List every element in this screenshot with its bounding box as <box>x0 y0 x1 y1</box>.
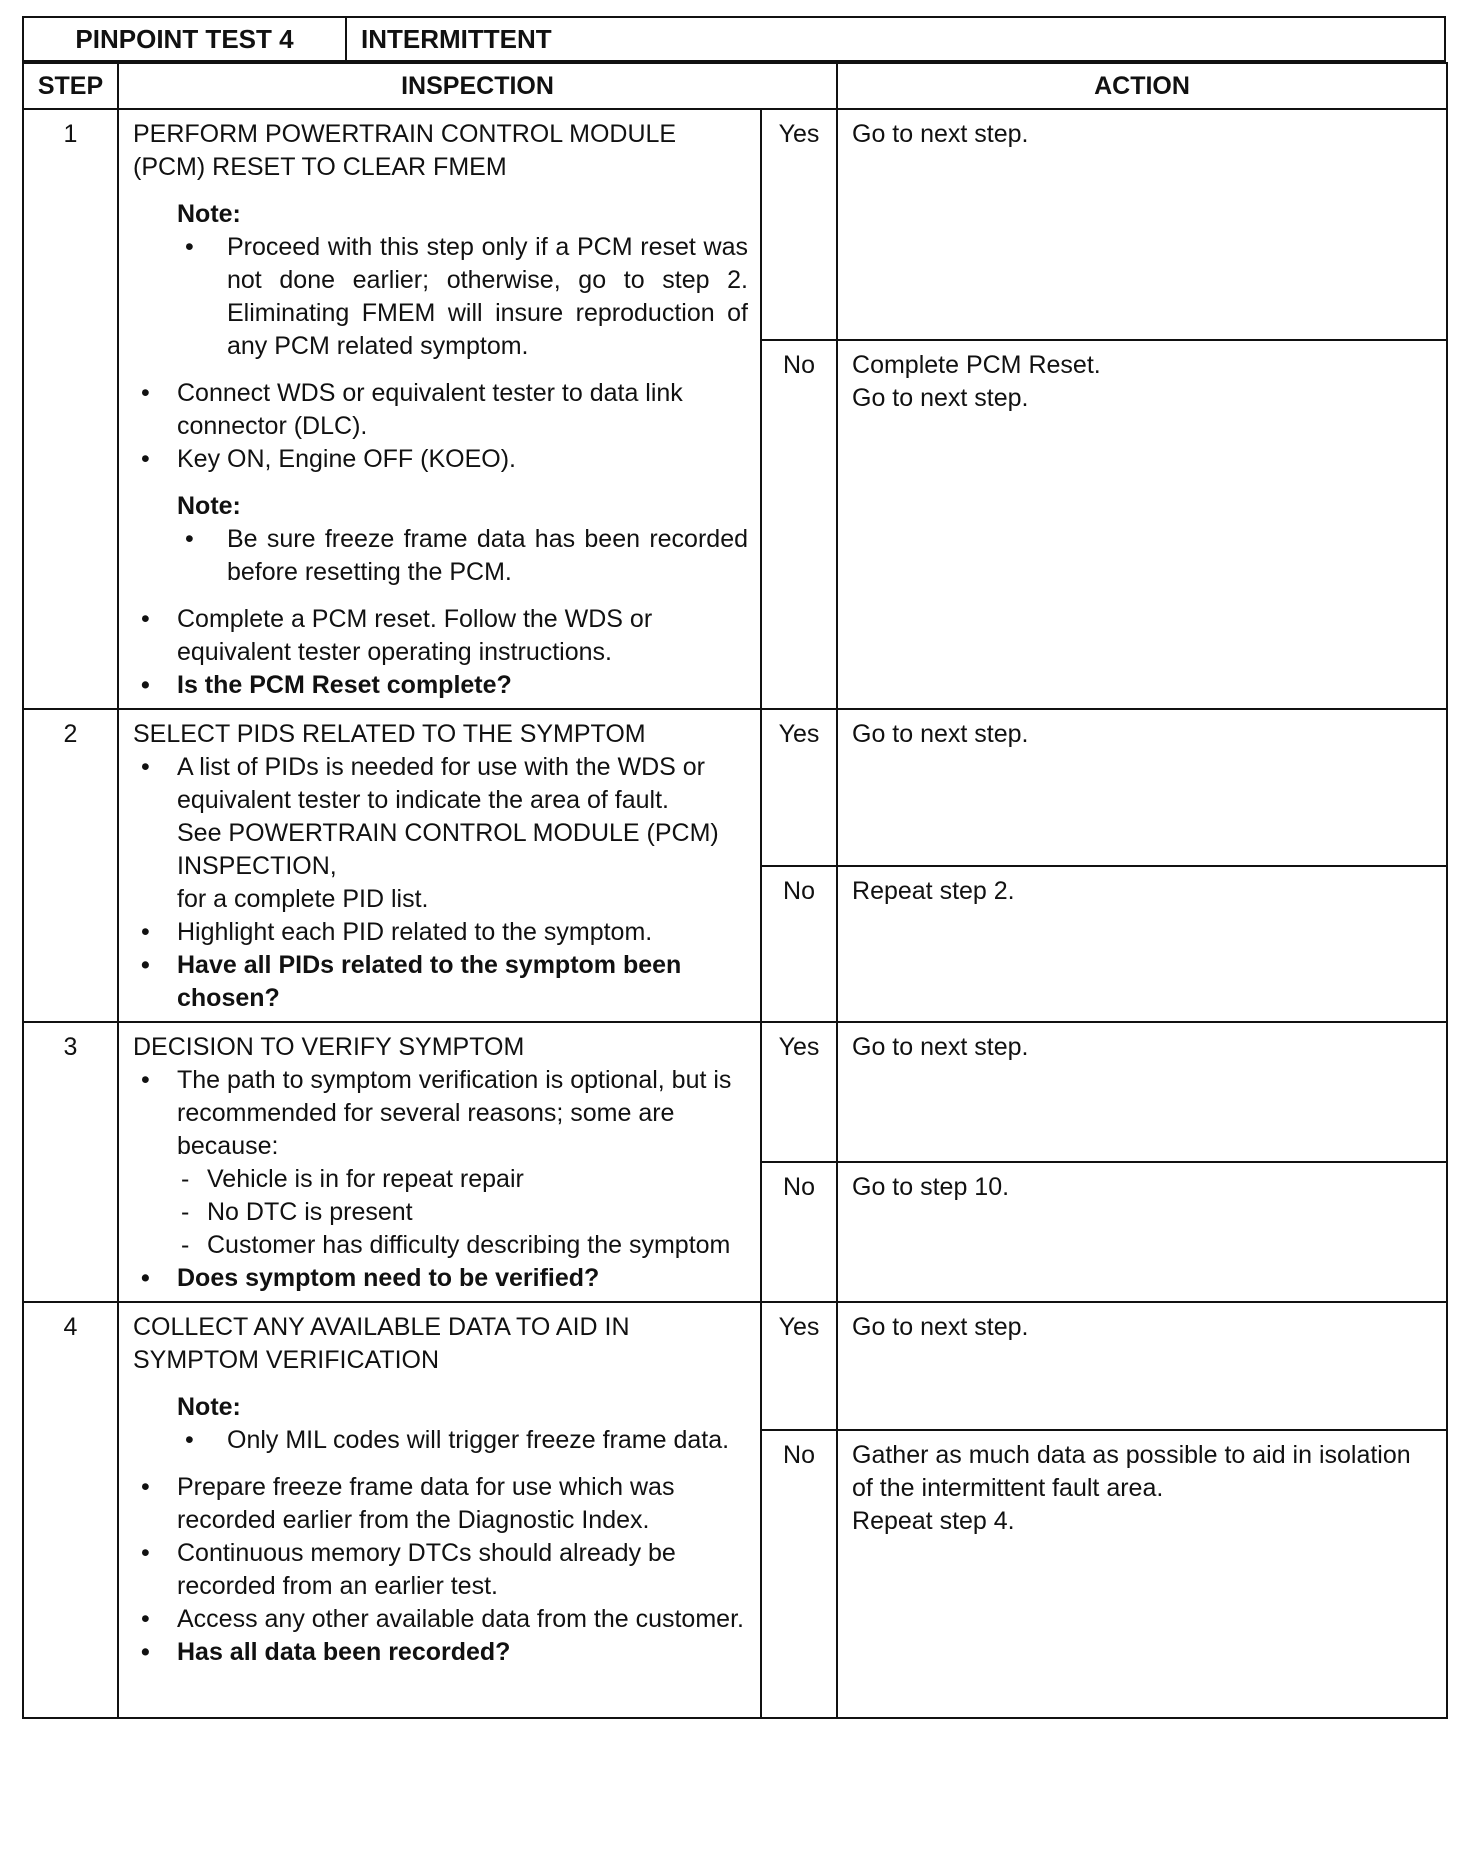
header-step: STEP <box>23 63 118 109</box>
note-label: Note: <box>177 200 241 228</box>
bullet-list <box>133 377 748 476</box>
dash-item: - Customer has difficulty describing the symptom <box>177 1229 748 1262</box>
question-item: • Has all data been recorded? <box>133 1636 748 1669</box>
bullet-list <box>133 751 748 1015</box>
bullet-item: • Key ON, Engine OFF (KOEO). <box>133 443 748 476</box>
action-line: Complete PCM Reset. <box>852 350 1101 379</box>
step-title: DECISION TO VERIFY SYMPTOM <box>133 1033 525 1061</box>
bullet-item <box>133 751 748 916</box>
step-row <box>23 709 1447 866</box>
test-number: PINPOINT TEST 4 <box>22 16 347 62</box>
note-label: Note: <box>177 492 241 520</box>
bullet-list <box>133 1471 748 1669</box>
note-item: • Only MIL codes will trigger freeze frame data. <box>177 1424 748 1457</box>
yes-label: Yes <box>761 1302 837 1430</box>
bullet-item: • Continuous memory DTCs should already be recorded from an earlier test. <box>133 1537 748 1603</box>
step-title: PERFORM POWERTRAIN CONTROL MODULE (PCM) RESET TO CLEAR FMEM <box>133 120 677 181</box>
action-line: Repeat step 4. <box>852 1506 1015 1535</box>
step-number: 4 <box>23 1302 118 1718</box>
action-line: Go to next step. <box>852 383 1029 412</box>
note-item: • Be sure freeze frame data has been recorded before resetting the PCM. <box>177 523 748 589</box>
no-action: Repeat step 2. <box>837 866 1447 1023</box>
dash-item: - Vehicle is in for repeat repair <box>177 1163 748 1196</box>
question-item: • Is the PCM Reset complete? <box>133 669 748 702</box>
header-action: ACTION <box>837 63 1447 109</box>
note-label: Note: <box>177 1393 241 1421</box>
inspection-cell <box>118 109 761 709</box>
yes-action: Go to next step. <box>837 1022 1447 1162</box>
bullet-item: • Access any other available data from the customer. <box>133 1603 748 1636</box>
bullet-list <box>133 1064 748 1295</box>
step-row <box>23 1022 1447 1162</box>
no-label: No <box>761 1430 837 1718</box>
yes-action: Go to next step. <box>837 109 1447 340</box>
no-label: No <box>761 340 837 709</box>
yes-label: Yes <box>761 1022 837 1162</box>
bullet-item: • Highlight each PID related to the symptom. <box>133 916 748 949</box>
question-item: • Have all PIDs related to the symptom been chosen? <box>133 949 748 1015</box>
bullet-text: for a complete PID list. <box>177 885 429 913</box>
inspection-cell <box>118 1022 761 1302</box>
bullet-item <box>133 1064 748 1262</box>
dash-list <box>177 1163 748 1262</box>
note-list <box>177 231 748 363</box>
yes-label: Yes <box>761 709 837 866</box>
no-action <box>837 1430 1447 1718</box>
bullet-text: • The path to symptom verification is optional, but is recommended for several reasons; some are because: <box>177 1066 732 1160</box>
action-line: Gather as much data as possible to aid in isolation of the intermittent fault area. <box>852 1440 1411 1502</box>
header-row <box>23 63 1447 109</box>
yes-action: Go to next step. <box>837 709 1447 866</box>
step-row <box>23 1302 1447 1430</box>
title-row <box>22 16 1446 64</box>
note-list <box>177 523 748 589</box>
note-list <box>177 1424 748 1457</box>
inspection-cell <box>118 709 761 1022</box>
bullet-text: • A list of PIDs is needed for use with the WDS or equivalent tester to indicate the area of fault. <box>177 753 706 814</box>
pinpoint-test-table <box>22 62 1448 1719</box>
step-title: SELECT PIDS RELATED TO THE SYMPTOM <box>133 720 646 748</box>
yes-action: Go to next step. <box>837 1302 1447 1430</box>
no-action: Go to step 10. <box>837 1162 1447 1302</box>
note-item: • Proceed with this step only if a PCM reset was not done earlier; otherwise, go to step 2. Eliminating FMEM will insure reproduction of any PCM related symptom. <box>177 231 748 363</box>
inspection-cell <box>118 1302 761 1718</box>
header-inspection: INSPECTION <box>118 63 837 109</box>
bullet-text: See POWERTRAIN CONTROL MODULE (PCM) INSPECTION, <box>177 819 719 880</box>
step-number: 2 <box>23 709 118 1022</box>
question-item: • Does symptom need to be verified? <box>133 1262 748 1295</box>
no-label: No <box>761 1162 837 1302</box>
step-number: 1 <box>23 109 118 709</box>
bullet-item: • Complete a PCM reset. Follow the WDS or equivalent tester operating instructions. <box>133 603 748 669</box>
pinpoint-test-page <box>22 16 1446 1850</box>
step-number: 3 <box>23 1022 118 1302</box>
no-action <box>837 340 1447 709</box>
bullet-list <box>133 603 748 702</box>
bullet-item: • Prepare freeze frame data for use which was recorded earlier from the Diagnostic Index. <box>133 1471 748 1537</box>
test-name: INTERMITTENT <box>345 16 1446 62</box>
dash-item: - No DTC is present <box>177 1196 748 1229</box>
bullet-item: • Connect WDS or equivalent tester to data link connector (DLC). <box>133 377 748 443</box>
no-label: No <box>761 866 837 1023</box>
step-title: COLLECT ANY AVAILABLE DATA TO AID IN SYMPTOM VERIFICATION <box>133 1313 630 1374</box>
yes-label: Yes <box>761 109 837 340</box>
step-row <box>23 109 1447 340</box>
